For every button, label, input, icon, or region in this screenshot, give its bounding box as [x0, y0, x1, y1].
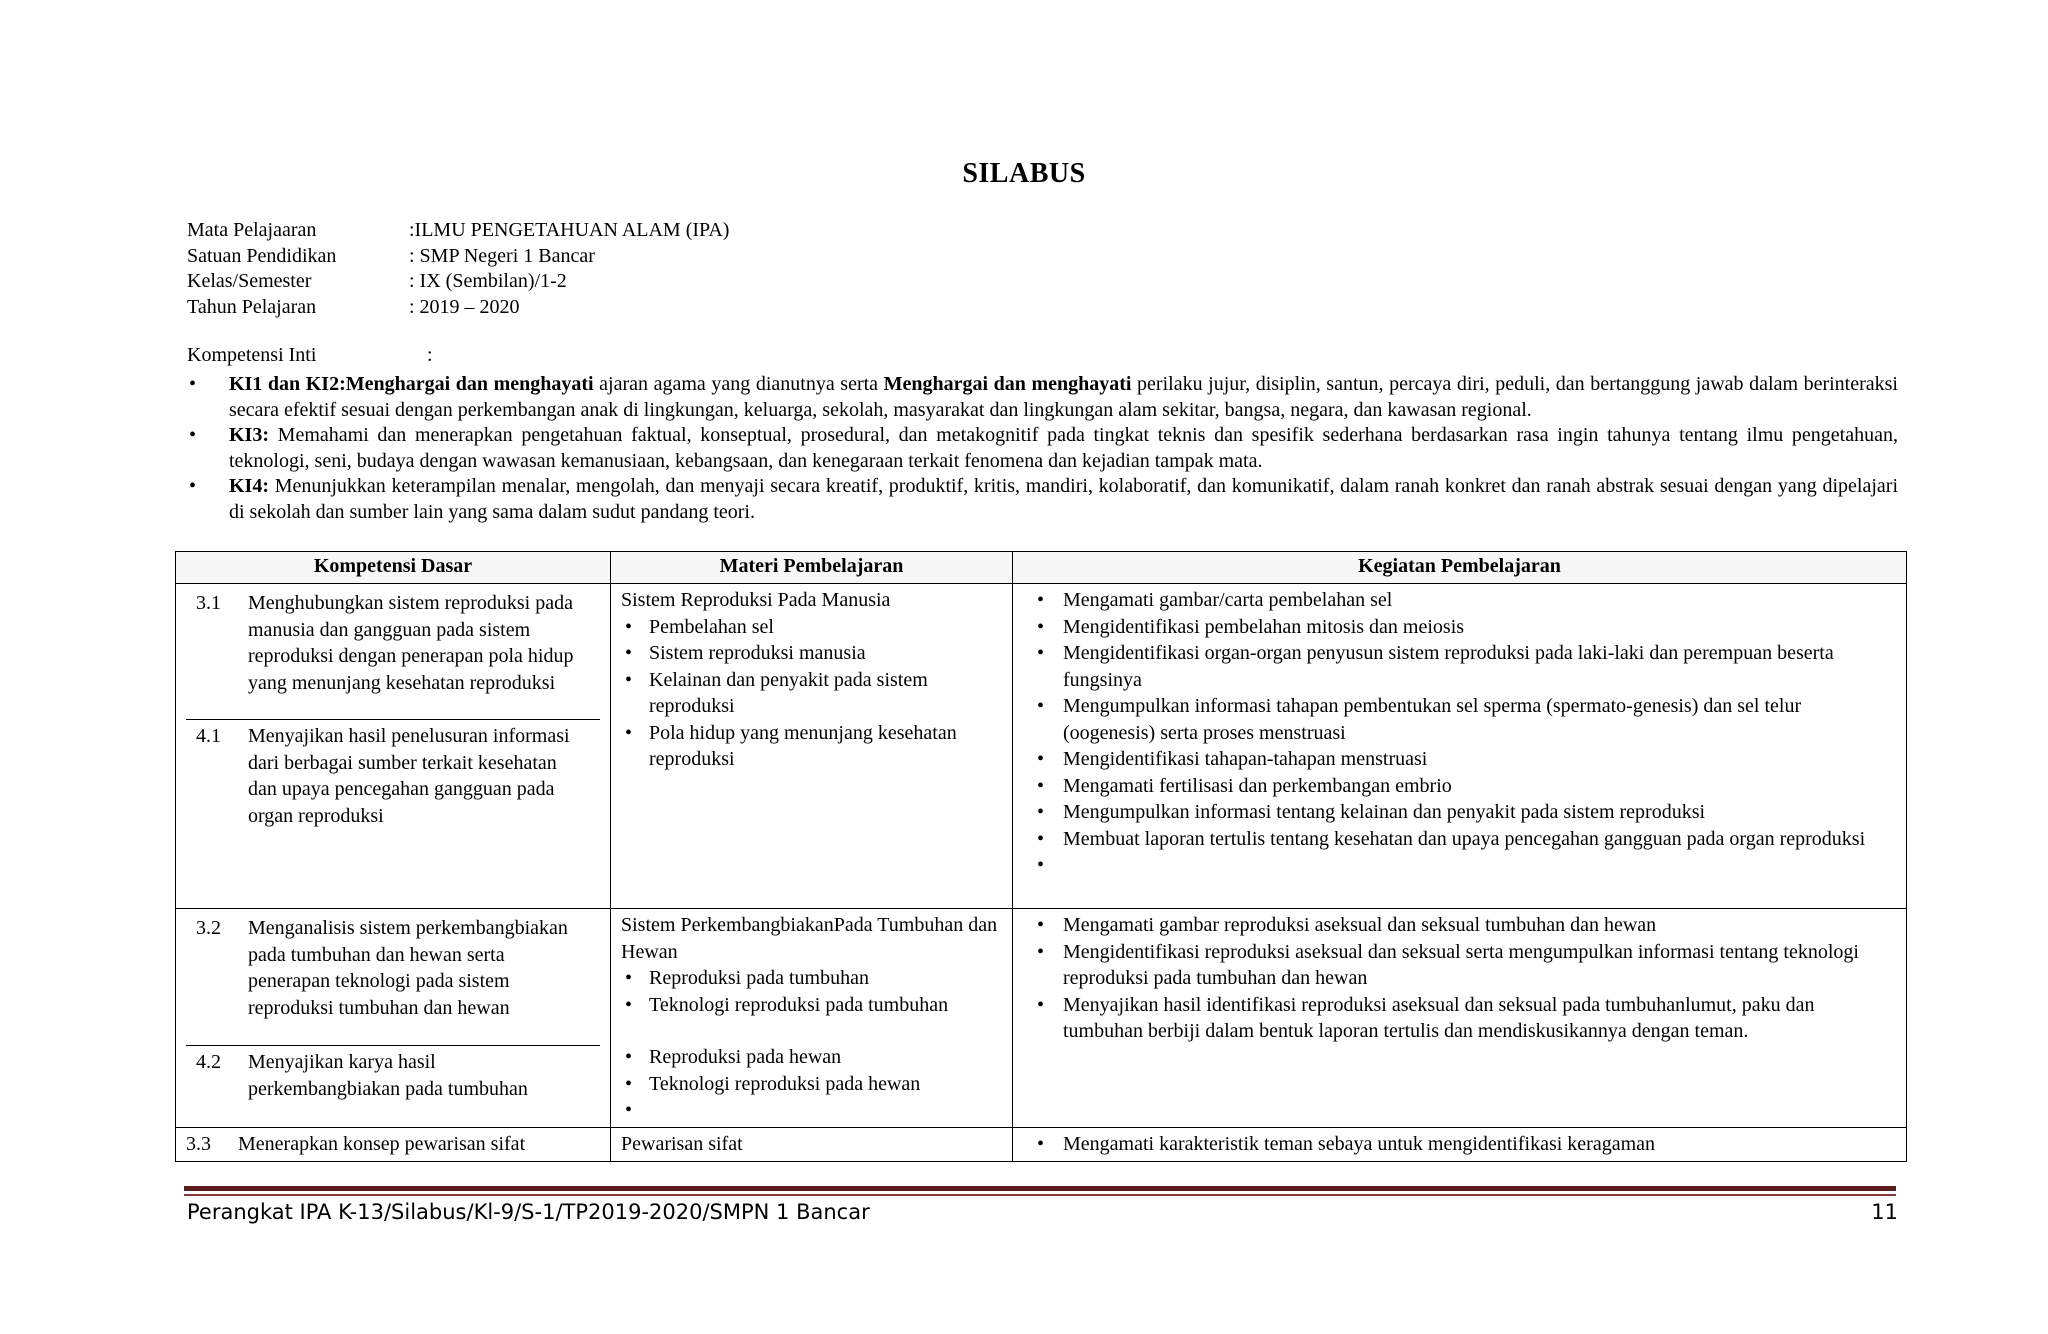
ki-item	[187, 372, 1898, 423]
list-item: • Reproduksi pada hewan	[621, 1044, 1002, 1071]
kompetensi-inti-heading	[187, 344, 433, 367]
meta-value: :ILMU PENGETAHUAN ALAM (IPA)	[409, 219, 730, 241]
list-item: • Teknologi reproduksi pada tumbuhan	[621, 992, 1002, 1019]
bullet-icon: •	[189, 475, 197, 497]
meta-label: Tahun Pelajaran	[187, 295, 317, 318]
table-row	[176, 1128, 1907, 1162]
meta-label: Satuan Pendidikan	[187, 244, 337, 267]
footer-divider-thin	[184, 1194, 1896, 1196]
materi-cell	[611, 909, 1013, 1128]
list-item: • Kelainan dan penyakit pada sistem reproduksi	[621, 667, 1002, 720]
kd-item	[196, 1049, 590, 1102]
materi-title: Pewarisan sifat	[621, 1133, 743, 1155]
ki-heading-label: Kompetensi Inti	[187, 344, 317, 366]
list-item: • Menyajikan hasil identifikasi reproduksi aseksual dan seksual pada tumbuhanlumut, paku dan tumbuhan berbiji dalam bentuk laporan tertulis dan mendiskusikannya dengan teman.	[1023, 992, 1896, 1045]
page-title: SILABUS	[962, 158, 1086, 189]
kd-text: Menerapkan konsep pewarisan sifat	[238, 1133, 526, 1155]
kd-text: Menyajikan karya hasil perkembangbiakan pada tumbuhan	[248, 1051, 528, 1100]
meta-row-class	[187, 269, 729, 295]
materi-cell	[611, 584, 1013, 909]
kd-item	[196, 915, 590, 1021]
bullet-icon: •	[189, 373, 197, 395]
ki-normal: Menunjukkan keterampilan menalar, mengolah, dan menyaji secara kreatif, produktif, kritis, mandiri, kolaboratif, dan komunikatif, dalam ranah konkret dan ranah abstrak sesuai dengan yang dipelajari di sekolah dan sumber lain yang sama dalam sudut pandang teori.	[229, 475, 1898, 523]
ki-item	[187, 423, 1898, 474]
footer-divider	[184, 1186, 1896, 1191]
meta-row-year	[187, 295, 729, 321]
meta-row-school	[187, 244, 729, 270]
kegiatan-list	[1023, 1131, 1896, 1158]
kegiatan-list	[1023, 587, 1896, 879]
ki-item	[187, 474, 1898, 525]
ki-bold: KI1 dan KI2:Menghargai dan menghayati	[229, 373, 594, 395]
ki-normal: perilaku jujur, disiplin, santun, percaya diri, peduli, dan bertanggung jawab dalam berinteraksi secara efektif sesuai dengan perkembangan anak di lingkungan, keluarga, sekolah, masyarakat dan lingkungan alam sekitar, bangsa, negara, dan kawasan regional.	[229, 373, 1898, 421]
list-item: • Mengidentifikasi reproduksi aseksual dan seksual serta mengumpulkan informasi tentang teknologi reproduksi pada tumbuhan dan hewan	[1023, 939, 1896, 992]
kd-text: Menghubungkan sistem reproduksi pada manusia dan gangguan pada sistem reproduksi dengan penerapan pola hidup yang menunjang kesehatan reproduksi	[248, 592, 574, 694]
kd-text: Menyajikan hasil penelusuran informasi dari berbagai sumber terkait kesehatan dan upaya pencegahan gangguan pada organ reproduksi	[248, 725, 570, 827]
list-item	[621, 1097, 1002, 1124]
list-item: • Mengumpulkan informasi tahapan pembentukan sel sperma (spermato-genesis) dan sel telur (oogenesis) serta proses menstruasi	[1023, 693, 1896, 746]
list-item: • Mengidentifikasi organ-organ penyusun sistem reproduksi pada laki-laki dan perempuan beserta fungsinya	[1023, 640, 1896, 693]
kd-cell	[176, 909, 611, 1128]
list-item: • Mengamati gambar reproduksi aseksual dan seksual tumbuhan dan hewan	[1023, 912, 1896, 939]
kd-item	[186, 1131, 600, 1158]
meta-label: Kelas/Semester	[187, 270, 312, 292]
kd-number: 3.1	[196, 592, 221, 614]
materi-list	[621, 965, 1002, 1018]
meta-value: : SMP Negeri 1 Bancar	[409, 244, 595, 267]
ki-text	[229, 372, 1898, 423]
ki-heading-colon: :	[427, 344, 433, 366]
materi-title: Sistem Reproduksi Pada Manusia	[621, 589, 891, 611]
kegiatan-list	[1023, 912, 1896, 1045]
kd-block	[186, 1046, 600, 1105]
list-item: • Reproduksi pada tumbuhan	[621, 965, 1002, 992]
list-item: • Mengamati fertilisasi dan perkembangan embrio	[1023, 773, 1896, 800]
list-item: • Mengidentifikasi tahapan-tahapan menstruasi	[1023, 746, 1896, 773]
kd-item	[196, 590, 590, 696]
ki-normal: ajaran agama yang dianutnya serta	[593, 373, 884, 395]
kd-block	[186, 912, 600, 1046]
kd-block	[186, 720, 600, 832]
footer-text: Perangkat IPA K-13/Silabus/Kl-9/S-1/TP2019-2020/SMPN 1 Bancar	[187, 1200, 870, 1224]
column-header: Kompetensi Dasar	[176, 552, 611, 584]
meta-value: : IX (Sembilan)/1-2	[409, 270, 567, 292]
list-item: • Mengumpulkan informasi tentang kelainan dan penyakit pada sistem reproduksi	[1023, 799, 1896, 826]
column-header: Kegiatan Pembelajaran	[1013, 552, 1907, 584]
materi-cell	[611, 1128, 1013, 1162]
list-item: • Mengamati gambar/carta pembelahan sel	[1023, 587, 1896, 614]
ki-bold: KI3:	[229, 424, 269, 446]
kd-block	[186, 587, 600, 720]
table-header-row	[176, 552, 1907, 584]
list-item: • Pembelahan sel	[621, 614, 1002, 641]
list-item: • Sistem reproduksi manusia	[621, 640, 1002, 667]
column-header: Materi Pembelajaran	[611, 552, 1013, 584]
materi-list	[621, 1044, 1002, 1124]
table-row	[176, 909, 1907, 1128]
syllabus-table	[175, 551, 1907, 1162]
kd-number: 4.1	[196, 725, 221, 747]
bullet-icon: •	[189, 424, 197, 446]
kd-number: 4.2	[196, 1051, 221, 1073]
meta-row-subject	[187, 218, 729, 244]
ki-text	[229, 423, 1898, 474]
materi-list	[621, 614, 1002, 773]
kd-text: Menganalisis sistem perkembangbiakan pada tumbuhan dan hewan serta penerapan teknologi pada sistem reproduksi tumbuhan dan hewan	[248, 917, 568, 1019]
list-item	[1023, 852, 1896, 879]
document-meta	[187, 218, 729, 320]
meta-label: Mata Pelajaaran	[187, 219, 317, 241]
table-row	[176, 584, 1907, 909]
kegiatan-cell	[1013, 1128, 1907, 1162]
ki-bold: Menghargai dan menghayati	[883, 373, 1132, 395]
ki-bold: KI4:	[229, 475, 269, 497]
list-item: • Teknologi reproduksi pada hewan	[621, 1071, 1002, 1098]
kd-cell	[176, 1128, 611, 1162]
kegiatan-cell	[1013, 584, 1907, 909]
list-item: • Pola hidup yang menunjang kesehatan reproduksi	[621, 720, 1002, 773]
ki-text	[229, 474, 1898, 525]
page-number: 11	[1871, 1200, 1898, 1224]
list-item: • Mengamati karakteristik teman sebaya untuk mengidentifikasi keragaman	[1023, 1131, 1896, 1158]
ki-normal: Memahami dan menerapkan pengetahuan faktual, konseptual, prosedural, dan metakognitif pada tingkat teknis dan spesifik sederhana berdasarkan rasa ingin tahunya tentang ilmu pengetahuan, teknologi, seni, budaya dengan wawasan kemanusiaan, kebangsaan, dan kenegaraan terkait fenomena dan kejadian tampak mata.	[229, 424, 1898, 472]
materi-title: Sistem PerkembangbiakanPada Tumbuhan dan Hewan	[621, 914, 998, 963]
meta-value: : 2019 – 2020	[409, 295, 520, 318]
list-item: • Mengidentifikasi pembelahan mitosis dan meiosis	[1023, 614, 1896, 641]
kd-number: 3.3	[186, 1133, 211, 1155]
kegiatan-cell	[1013, 909, 1907, 1128]
kompetensi-inti-list	[187, 372, 1898, 525]
kd-item	[196, 723, 590, 829]
list-item: • Membuat laporan tertulis tentang kesehatan dan upaya pencegahan gangguan pada organ reproduksi	[1023, 826, 1896, 853]
kd-number: 3.2	[196, 917, 221, 939]
kd-cell	[176, 584, 611, 909]
